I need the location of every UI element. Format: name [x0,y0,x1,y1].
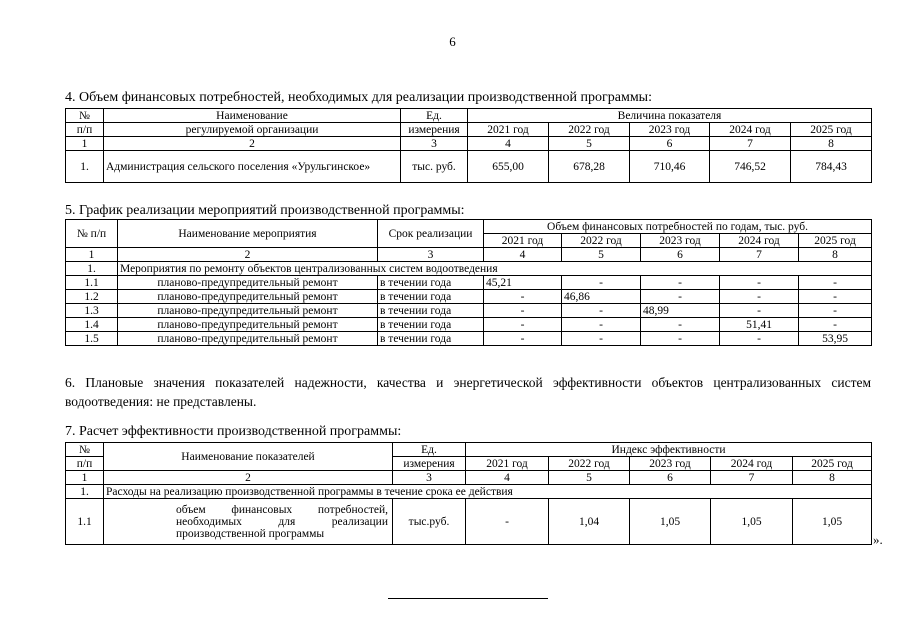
indicator-name [104,499,393,545]
col-number: 6 [630,471,711,485]
section-6-text: 6. Плановые значения показателей надежности, качества и энергетической эффективности объектов централизованных систем водоотведения: не представлены. [65,375,871,409]
financial-needs-table [65,108,872,183]
header-year: 2021 год [468,123,549,137]
col-number: 2 [104,137,401,151]
col-number: 3 [393,471,466,485]
value-cell: - [799,290,872,304]
value-cell: - [641,276,720,290]
term: в течении года [378,318,484,332]
value-cell: - [799,304,872,318]
header-term: Срок реализации [378,220,484,248]
col-number: 6 [630,137,710,151]
header-year: 2025 год [799,234,872,248]
value-cell: 655,00 [468,151,549,183]
col-number: 8 [793,471,872,485]
group-row [66,262,872,276]
col-number: 4 [468,137,549,151]
header-year: 2021 год [466,457,549,471]
header-num: № [66,109,104,123]
header-year: 2024 год [720,234,799,248]
header-year: 2023 год [630,123,710,137]
table-row [66,332,872,346]
term: в течении года [378,304,484,318]
value-cell: - [641,332,720,346]
col-number: 4 [484,248,562,262]
value-cell: 784,43 [791,151,872,183]
schedule-table [65,219,872,346]
value-cell: - [720,290,799,304]
table-row [66,318,872,332]
table-row [66,499,872,545]
group-title: Мероприятия по ремонту объектов централизованных систем водоотведения [118,262,872,276]
value-cell: 51,41 [720,318,799,332]
header-indicator-value: Величина показателя [468,109,872,123]
header-num: № [66,443,104,457]
indicator-name-line-2: необходимых для реализации [176,515,388,528]
header-year: 2021 год [484,234,562,248]
row-num: 1.2 [66,290,118,304]
group-num: 1. [66,262,118,276]
value-cell: 46,86 [562,290,641,304]
activity-name: планово-предупредительный ремонт [118,304,378,318]
value-cell: 1,05 [630,499,711,545]
value-cell: 53,95 [799,332,872,346]
activity-name: планово-предупредительный ремонт [118,318,378,332]
col-number: 5 [562,248,641,262]
value-cell: 45,21 [484,276,562,290]
header-num-2: п/п [66,123,104,137]
indicator-name-line-1: объем финансовых потребностей, [176,503,388,516]
value-cell: - [562,332,641,346]
header-activity-name: Наименование мероприятия [118,220,378,248]
org-name: Администрация сельского поселения «Урульгинское» [104,151,401,183]
row-num: 1.4 [66,318,118,332]
value-cell: - [484,332,562,346]
col-number: 5 [549,137,630,151]
term: в течении года [378,276,484,290]
group-title: Расходы на реализацию производственной программы в течение срока ее действия [104,485,872,499]
value-cell: - [484,318,562,332]
activity-name: планово-предупредительный ремонт [118,290,378,304]
efficiency-table [65,442,872,545]
value-cell: 1,05 [711,499,793,545]
table-row [66,276,872,290]
closing-quote: ». [873,532,883,547]
col-number: 2 [104,471,393,485]
unit: тыс. руб. [401,151,468,183]
row-num: 1.1 [66,276,118,290]
col-number: 1 [66,248,118,262]
value-cell: - [720,304,799,318]
group-num: 1. [66,485,104,499]
value-cell: - [562,276,641,290]
value-cell: - [799,276,872,290]
col-number: 5 [549,471,630,485]
header-year: 2023 год [641,234,720,248]
col-number: 2 [118,248,378,262]
header-year: 2025 год [793,457,872,471]
header-year: 2024 год [710,123,791,137]
term: в течении года [378,332,484,346]
section-4-title: 4. Объем финансовых потребностей, необходимых для реализации производственной программы: [65,90,652,105]
value-cell: 746,52 [710,151,791,183]
activity-name: планово-предупредительный ремонт [118,332,378,346]
col-number: 6 [641,248,720,262]
header-unit-2: измерения [401,123,468,137]
header-efficiency-index: Индекс эффективности [466,443,872,457]
value-cell: - [799,318,872,332]
header-org-name: Наименование [104,109,401,123]
value-cell: - [466,499,549,545]
value-cell: - [641,290,720,304]
value-cell: - [641,318,720,332]
header-unit: Ед. [393,443,466,457]
header-unit-2: измерения [393,457,466,471]
table-row [66,304,872,318]
row-num: 1.3 [66,304,118,318]
section-7-title: 7. Расчет эффективности производственной программы: [65,424,402,439]
value-cell: 710,46 [630,151,710,183]
term: в течении года [378,290,484,304]
col-number: 7 [711,471,793,485]
header-num-2: п/п [66,457,104,471]
group-row [66,485,872,499]
col-number: 7 [710,137,791,151]
value-cell: - [484,304,562,318]
col-number: 7 [720,248,799,262]
header-unit: Ед. [401,109,468,123]
header-num: № п/п [66,220,118,248]
header-financial-needs: Объем финансовых потребностей по годам, тыс. руб. [484,220,872,234]
col-number: 8 [799,248,872,262]
header-year: 2022 год [549,123,630,137]
row-num: 1.5 [66,332,118,346]
value-cell: 1,05 [793,499,872,545]
value-cell: - [720,276,799,290]
value-cell: 1,04 [549,499,630,545]
col-number: 4 [466,471,549,485]
row-num: 1.1 [66,499,104,545]
value-cell: - [562,318,641,332]
col-number: 3 [378,248,484,262]
section-5-title: 5. График реализации мероприятий производственной программы: [65,203,465,218]
value-cell: - [562,304,641,318]
header-year: 2022 год [562,234,641,248]
col-number: 1 [66,471,104,485]
header-year: 2024 год [711,457,793,471]
header-year: 2025 год [791,123,872,137]
activity-name: планово-предупредительный ремонт [118,276,378,290]
page-number: 6 [449,34,456,49]
table-row [66,151,872,183]
col-number: 8 [791,137,872,151]
value-cell: - [484,290,562,304]
header-indicator-name: Наименование показателей [104,443,393,471]
col-number: 3 [401,137,468,151]
value-cell: 48,99 [641,304,720,318]
table-row [66,290,872,304]
unit: тыс.руб. [393,499,466,545]
value-cell: 678,28 [549,151,630,183]
indicator-name-line-3: производственной программы [176,527,325,540]
col-number: 1 [66,137,104,151]
header-year: 2022 год [549,457,630,471]
header-year: 2023 год [630,457,711,471]
footer-divider [388,598,548,599]
value-cell: - [720,332,799,346]
row-num: 1. [66,151,104,183]
header-org-name-2: регулируемой организации [104,123,401,137]
